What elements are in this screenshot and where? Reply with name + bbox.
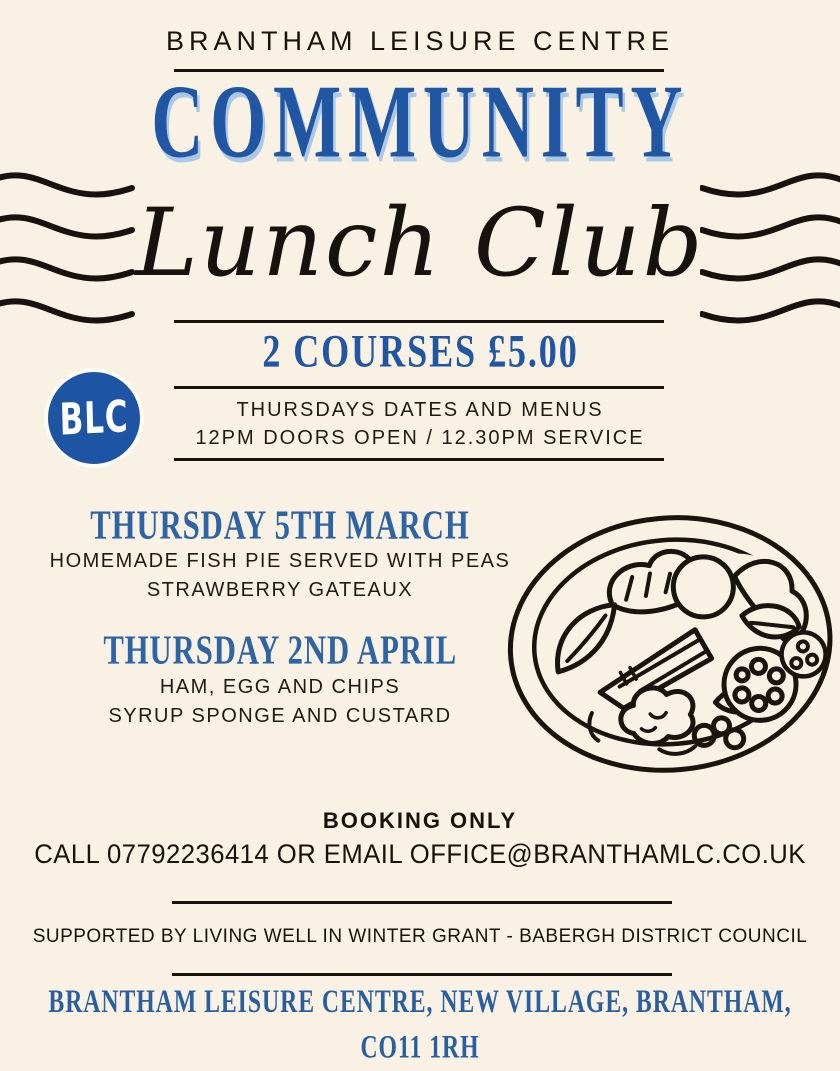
blc-logo-text: BLC — [58, 391, 130, 445]
menu-dessert-1: STRAWBERRY GATEAUX — [146, 579, 414, 602]
menu-date-1: THURSDAY 5TH MARCH — [90, 503, 470, 549]
price-text: 2 COURSES £5.00 — [261, 326, 579, 378]
schedule-line-1: THURSDAYS DATES AND MENUS — [236, 399, 604, 421]
menu-dessert-2: SYRUP SPONGE AND CUSTARD — [108, 704, 452, 727]
divider-rule — [172, 901, 672, 904]
venue-name: BRANTHAM LEISURE CENTRE — [165, 26, 675, 56]
menu-main-1: HOMEMADE FISH PIE SERVED WITH PEAS — [49, 550, 511, 573]
postmark-waves-right-icon — [700, 166, 840, 343]
poster-subtitle-script: Lunch Club — [135, 189, 705, 298]
booking-contact: CALL 07792236414 OR EMAIL OFFICE@BRANTHAMLC.CO.UK — [34, 839, 806, 869]
plate-of-food-illustration — [498, 490, 840, 800]
venue-address: BRANTHAM LEISURE CENTRE, NEW VILLAGE, BRANTHAM, CO11 1RH — [48, 984, 792, 1066]
menu-date-2: THURSDAY 2ND APRIL — [103, 628, 457, 674]
divider-rule — [174, 458, 664, 461]
blc-logo — [44, 368, 144, 468]
menu-main-2: HAM, EGG AND CHIPS — [159, 675, 401, 698]
divider-rule — [174, 386, 664, 389]
schedule-line-2: 12PM DOORS OPEN / 12.30PM SERVICE — [195, 427, 645, 449]
menu-list — [36, 503, 524, 731]
poster-title-text: COMMUNITY — [150, 62, 690, 180]
support-credit: SUPPORTED BY LIVING WELL IN WINTER GRANT - BABERGH DISTRICT COUNCIL — [32, 926, 808, 947]
postmark-waves-left-icon — [0, 166, 140, 343]
booking-heading: BOOKING ONLY — [322, 808, 518, 833]
divider-rule — [174, 320, 664, 323]
divider-rule — [172, 973, 672, 976]
poster-title — [0, 62, 840, 180]
